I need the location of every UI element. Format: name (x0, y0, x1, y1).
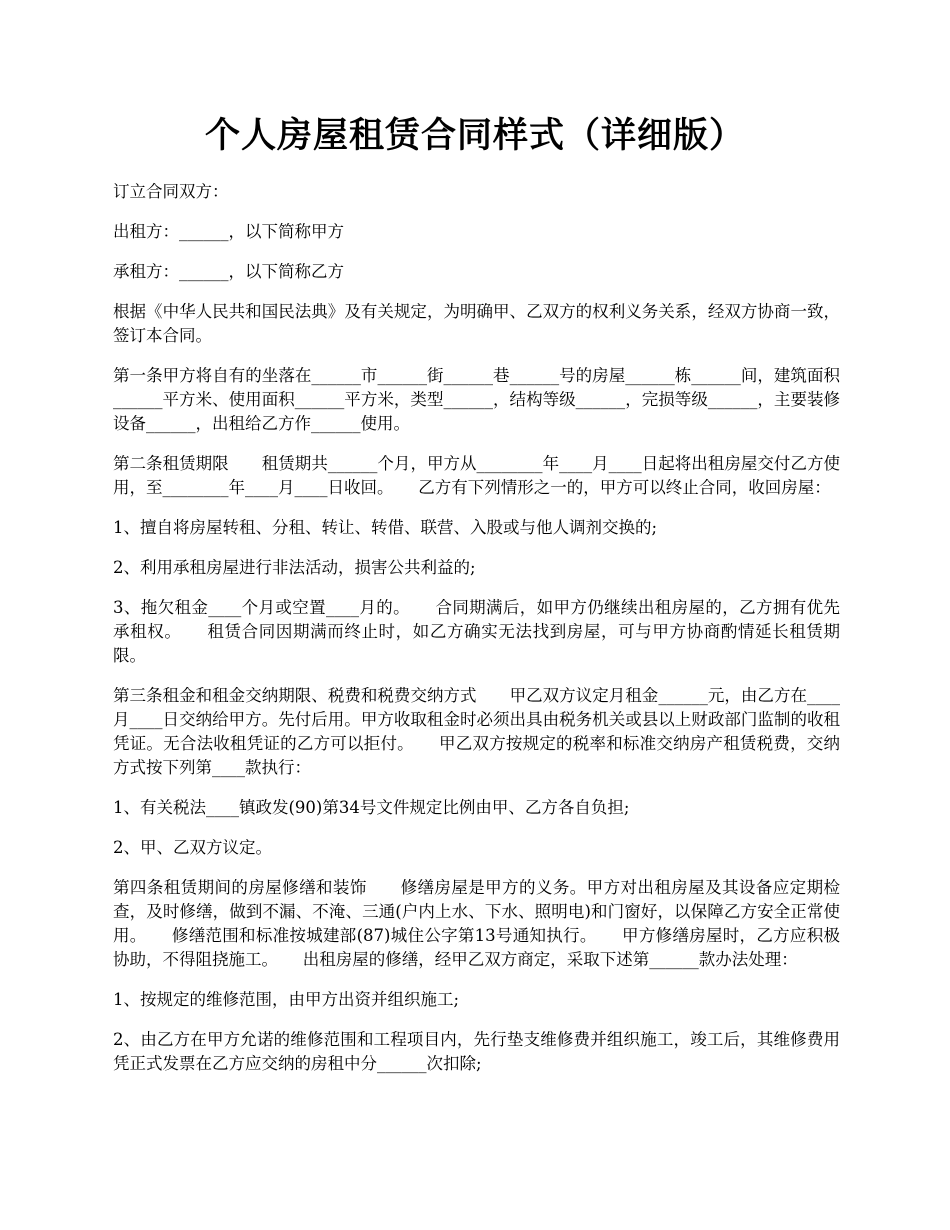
paragraph-article-2-item-3: 3、拖欠租金____个月或空置____月的。 合同期满后，如甲方仍继续出租房屋的，乙方拥有优先承租权。 租赁合同因期满而终止时，如乙方确实无法找到房屋，可与甲方协商酌情延长租赁期限。 (113, 598, 840, 665)
paragraph-article-4-item-2: 2、由乙方在甲方允诺的维修范围和工程项目内，先行垫支维修费并组织施工，竣工后，其维修费用凭正式发票在乙方应交纳的房租中分______次扣除; (113, 1030, 840, 1073)
paragraph-article-3: 第三条租金和租金交纳期限、税费和税费交纳方式 甲乙双方议定月租金______元，由乙方在____月____日交纳给甲方。先付后用。甲方收取租金时必须出具由税务机关或县以上财政部门监制的收租凭证。无合法收租凭证的乙方可以拒付。 甲乙双方按规定的税率和标准交纳房产租赁税费，交纳方式按下列第____款执行： (113, 686, 840, 777)
paragraph-article-2-item-1: 1、擅自将房屋转租、分租、转让、转借、联营、入股或与他人调剂交换的; (113, 518, 658, 537)
paragraph-article-1: 第一条甲方将自有的坐落在______市______街______巷______号的房屋______栋______间，建筑面积______平方米、使用面积______平方米，类型______，结构等级______，完损等级______，主要装修设备______，出租给乙方作______使用。 (113, 366, 841, 433)
paragraph-lessee: 承租方：______，以下简称乙方 (113, 262, 344, 281)
document-body (113, 180, 840, 1092)
paragraph-article-3-item-2: 2、甲、乙双方议定。 (113, 838, 272, 857)
paragraph-article-2-item-2: 2、利用承租房屋进行非法活动，损害公共利益的; (113, 558, 476, 577)
paragraph-article-4: 第四条租赁期间的房屋修缮和装饰 修缮房屋是甲方的义务。甲方对出租房屋及其设备应定期检查，及时修缮，做到不漏、不淹、三通(户内上水、下水、照明电)和门窗好，以保障乙方安全正常使用。 修缮范围和标准按城建部(87)城住公字第13号通知执行。 甲方修缮房屋时，乙方应积极协助，不得阻挠施工。 出租房屋的修缮，经甲乙双方商定，采取下述第______款办法处理： (113, 878, 840, 969)
paragraph-lessor: 出租方：______，以下简称甲方 (113, 222, 344, 241)
paragraph-article-4-item-1: 1、按规定的维修范围，由甲方出资并组织施工; (113, 990, 460, 1009)
paragraph-article-2: 第二条租赁期限 租赁期共______个月，甲方从________年____月____日起将出租房屋交付乙方使用，至________年____月____日收回。 乙方有下列情形之一的，甲方可以终止合同，收回房屋： (113, 454, 840, 497)
paragraph-preamble: 根据《中华人民共和国民法典》及有关规定，为明确甲、乙双方的权利义务关系，经双方协商一致，签订本合同。 (113, 302, 840, 345)
document-title: 个人房屋租赁合同样式（详细版） (204, 115, 745, 156)
paragraph-parties-heading: 订立合同双方： (113, 182, 229, 201)
paragraph-article-3-item-1: 1、有关税法____镇政发(90)第34号文件规定比例由甲、乙方各自负担; (113, 798, 630, 817)
